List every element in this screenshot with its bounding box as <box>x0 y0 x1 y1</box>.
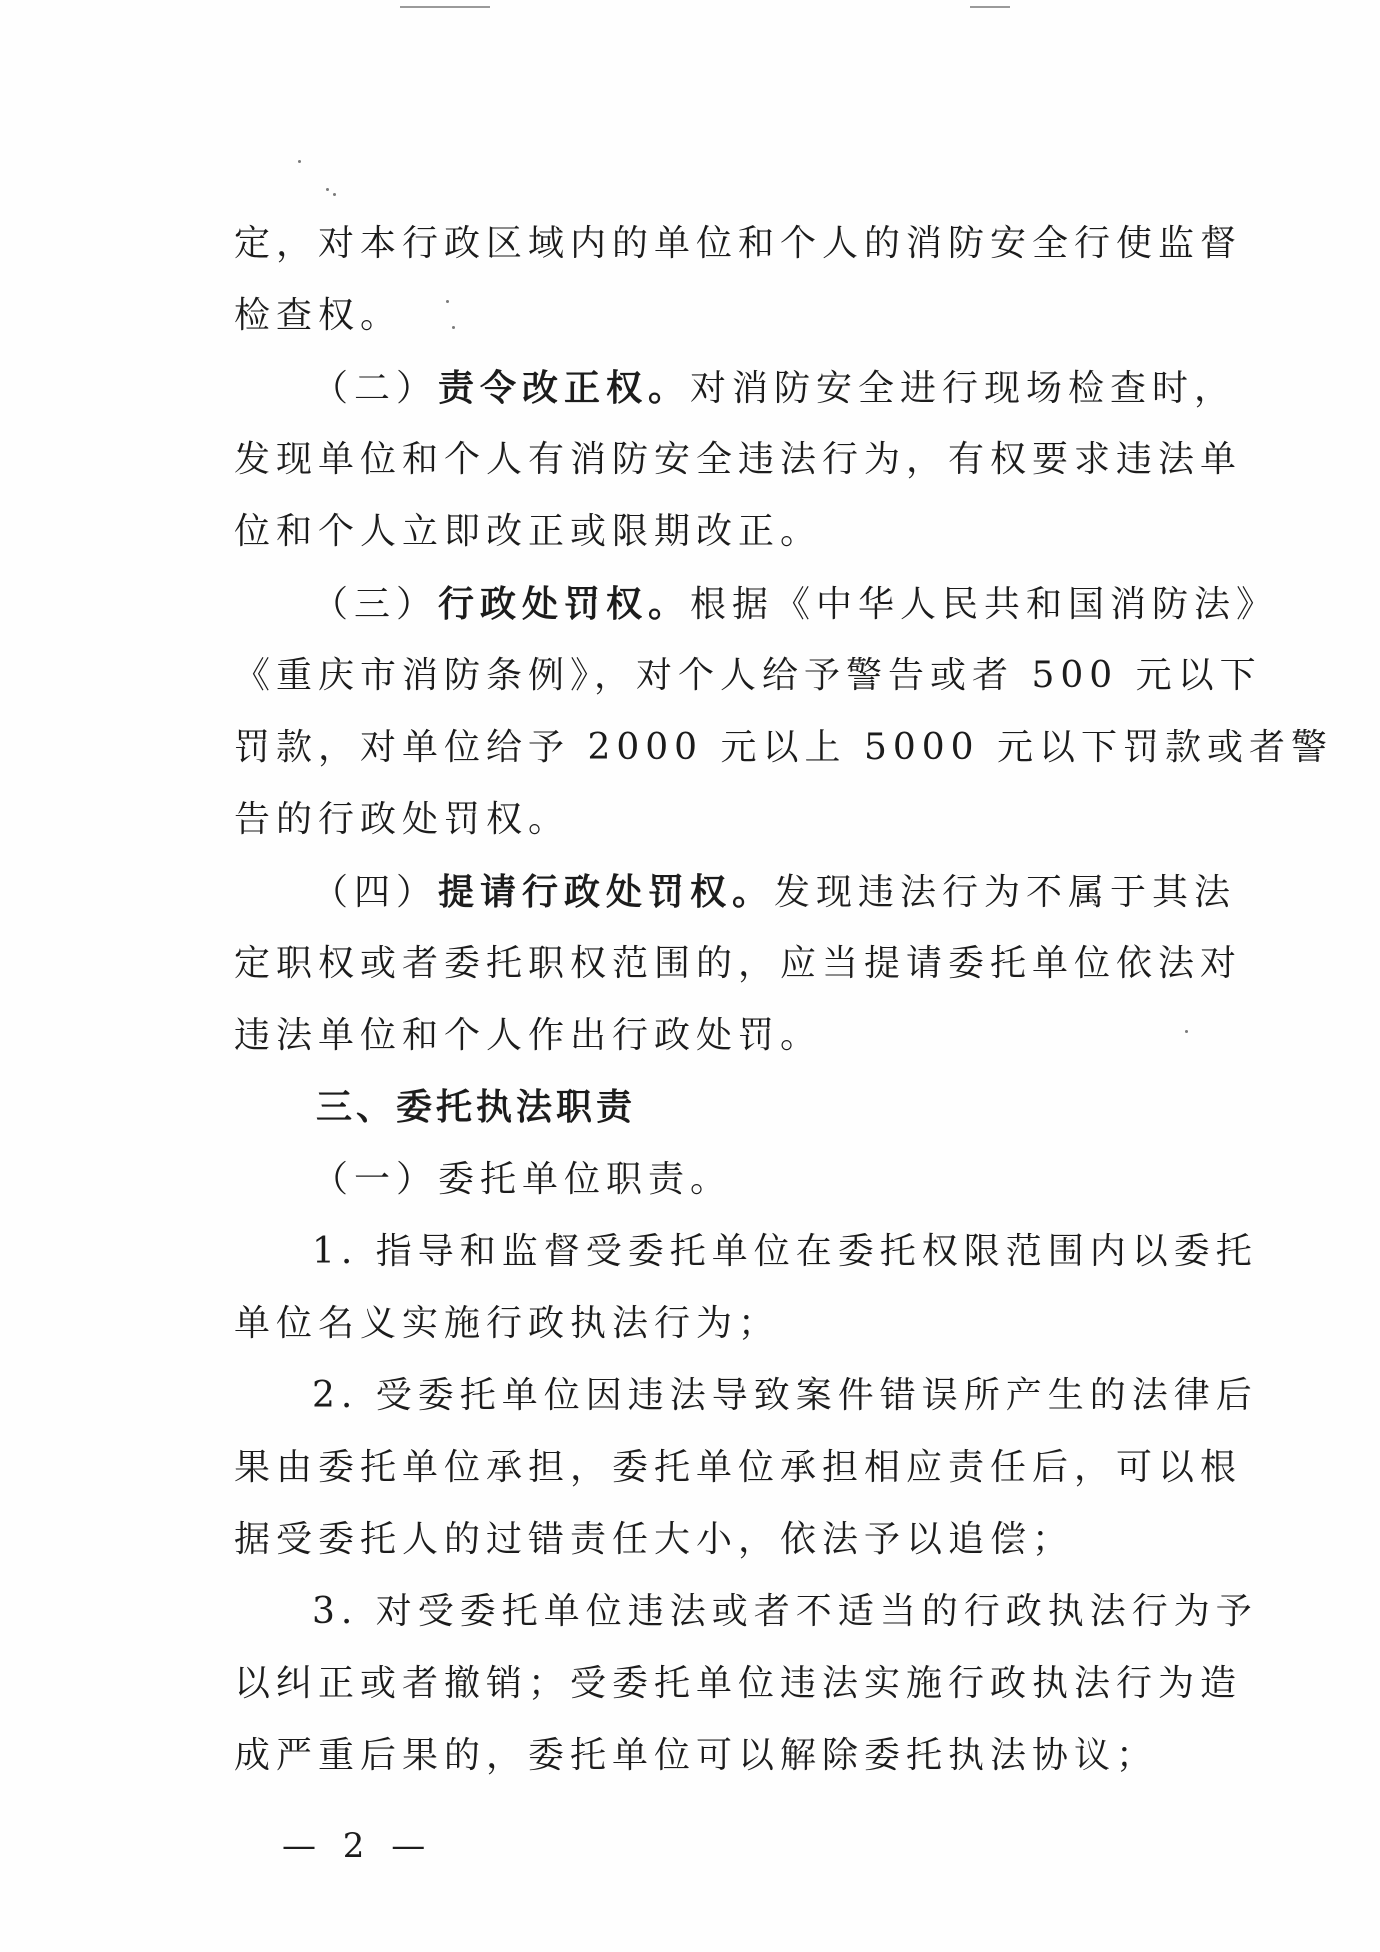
clause-heading-line <box>312 580 1278 629</box>
body-line: 单位名义实施行政执法行为； <box>234 1303 781 1344</box>
page-number: — 2 — <box>282 1826 434 1866</box>
body-line: 以纠正或者撤销；受委托单位违法实施行政执法行为造 <box>234 1663 1243 1704</box>
scan-speck <box>1185 1030 1188 1033</box>
body-line: 位和个人立即改正或限期改正。 <box>234 511 823 552</box>
clause-number: （四） <box>312 872 439 913</box>
subsection-heading: （一）委托单位职责。 <box>312 1159 733 1200</box>
clause-text: 对消防安全进行现场检查时， <box>690 368 1237 409</box>
body-line: 定，对本行政区域内的单位和个人的消防安全行使监督 <box>234 223 1243 264</box>
body-line: 发现单位和个人有消防安全违法行为，有权要求违法单 <box>234 439 1243 480</box>
clause-number: （二） <box>312 368 439 409</box>
clause-heading-line <box>312 868 1236 917</box>
body-line: 违法单位和个人作出行政处罚。 <box>234 1015 823 1056</box>
body-line: 罚款，对单位给予 2000 元以上 5000 元以下罚款或者警 <box>234 727 1334 768</box>
scan-speck <box>446 300 449 303</box>
scan-speck <box>298 160 301 163</box>
scan-speck <box>333 193 336 196</box>
scan-edge-mark <box>970 6 1010 8</box>
body-line: 成严重后果的，委托单位可以解除委托执法协议； <box>234 1735 1159 1776</box>
section-heading: 三、委托执法职责 <box>316 1087 637 1128</box>
body-line: 检查权。 <box>234 295 403 336</box>
body-line: 果由委托单位承担，委托单位承担相应责任后，可以根 <box>234 1447 1243 1488</box>
scan-speck <box>452 326 455 329</box>
body-line: 据受委托人的过错责任大小，依法予以追偿； <box>234 1519 1075 1560</box>
clause-text: 发现违法行为不属于其法 <box>774 872 1237 913</box>
clause-title: 行政处罚权。 <box>438 583 691 625</box>
numbered-item-line: 3. 对受委托单位违法或者不适当的行政执法行为予 <box>312 1591 1258 1632</box>
scan-edge-mark <box>400 6 490 8</box>
clause-number: （三） <box>312 584 439 625</box>
body-line: 定职权或者委托职权范围的，应当提请委托单位依法对 <box>234 943 1243 984</box>
body-line: 《重庆市消防条例》，对个人给予警告或者 500 元以下 <box>234 655 1262 696</box>
numbered-item-line: 1. 指导和监督受委托单位在委托权限范围内以委托 <box>312 1231 1258 1272</box>
clause-heading-line <box>312 364 1236 413</box>
clause-title: 责令改正权。 <box>438 367 691 409</box>
body-line: 告的行政处罚权。 <box>234 799 571 840</box>
numbered-item-line: 2. 受委托单位因违法导致案件错误所产生的法律后 <box>312 1375 1258 1416</box>
clause-title: 提请行政处罚权。 <box>438 871 775 913</box>
scan-speck <box>326 188 329 191</box>
clause-text: 根据《中华人民共和国消防法》 <box>690 584 1279 625</box>
